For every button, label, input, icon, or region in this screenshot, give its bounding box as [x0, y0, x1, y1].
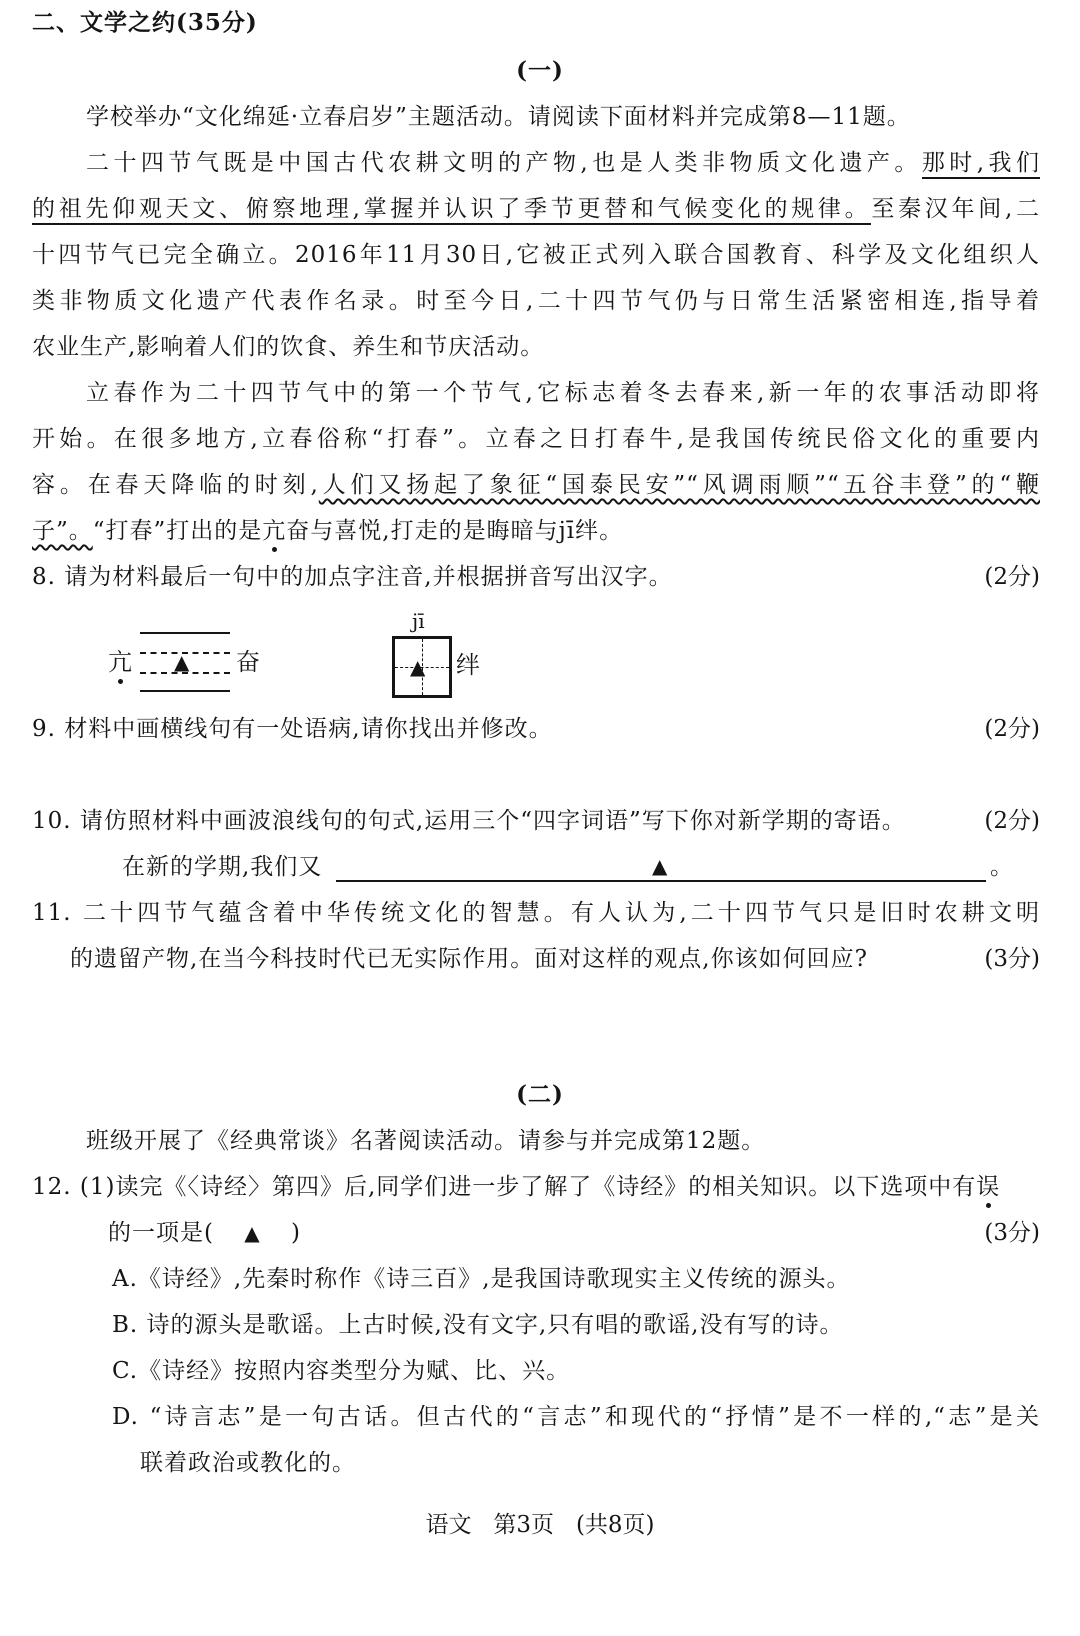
q8-char-ban: 绊 [456, 651, 480, 679]
dotted-character: 亢 [262, 518, 287, 544]
part-one-heading: (一) [516, 57, 564, 84]
page-footer: 语文 第3页 (共8页) [425, 1512, 655, 1538]
para2-line1: 立春作为二十四节气中的第一个节气,它标志着冬去春来,新一年的农事活动即将 [86, 380, 1040, 406]
question-11-score: (3分) [984, 946, 1040, 972]
answer-triangle-icon: ▲ [174, 650, 190, 674]
para1-line3: 十四节气已完全确立。2016年11月30日,它被正式列入联合国教育、科学及文化组织人 [32, 242, 1040, 268]
question-11-line2: 的遗留产物,在当今科技时代已无实际作用。面对这样的观点,你该如何回应? [70, 946, 868, 972]
answer-triangle-icon: ▲ [410, 655, 426, 679]
part-two-heading: (二) [516, 1081, 564, 1108]
section-title: 二、文学之约(35分) [32, 9, 258, 36]
question-12-text: 12. (1)读完《〈诗经〉第四》后,同学们进一步了解了《诗经》的相关知识。以下选项中有 [32, 1174, 977, 1200]
para2-line3 [32, 468, 1040, 502]
para2-text: 容。在春天降临的时刻, [32, 472, 319, 498]
q10-end-period: 。 [990, 854, 1014, 880]
part-one-intro: 学校举办“文化绵延·立春启岁”主题活动。请阅读下面材料并完成第8—11题。 [86, 104, 911, 130]
wavy-underlined-sentence-part1: 人们又扬起了象征“国泰民安”“风调雨顺”“五谷丰登”的“鞭 [318, 472, 1041, 498]
option-b[interactable]: B. 诗的源头是歌谣。上古时候,没有文字,只有唱的歌谣,没有写的诗。 [112, 1312, 844, 1338]
wavy-underlined-sentence-part2: 子”。 [32, 518, 93, 544]
question-12-text: 的一项是( [108, 1220, 214, 1246]
question-8: 8. 请为材料最后一句中的加点字注音,并根据拼音写出汉字。 [32, 564, 673, 590]
option-a[interactable]: A.《诗经》,先秦时称作《诗三百》,是我国诗歌现实主义传统的源头。 [112, 1266, 851, 1292]
question-11-line1: 11. 二十四节气蕴含着中华传统文化的智慧。有人认为,二十四节气只是旧时农耕文明 [32, 900, 1040, 926]
answer-triangle-icon: ▲ [652, 854, 668, 878]
dotted-character: 亢 [108, 648, 132, 676]
para1-text: 至秦汉年间,二 [871, 196, 1041, 222]
part-two-intro: 班级开展了《经典常谈》名著阅读活动。请参与并完成第12题。 [86, 1128, 766, 1154]
para1-text: 二十四节气既是中国古代农耕文明的产物,也是人类非物质文化遗产。 [86, 150, 922, 176]
q8-pinyin-ji: jī [412, 609, 425, 633]
para1-line4: 类非物质文化遗产代表作名录。时至今日,二十四节气仍与日常生活紧密相连,指导着 [32, 288, 1040, 314]
question-9: 9. 材料中画横线句有一处语病,请你找出并修改。 [32, 716, 553, 742]
para2-line2: 开始。在很多地方,立春俗称“打春”。立春之日打春牛,是我国传统民俗文化的重要内 [32, 426, 1040, 452]
question-12-line1 [32, 1170, 1000, 1204]
question-9-score: (2分) [984, 716, 1040, 742]
para1-line2 [32, 192, 1040, 226]
q8-char-kang [108, 645, 132, 679]
answer-triangle-icon: ▲ [244, 1221, 261, 1245]
q10-prompt: 在新的学期,我们又 [122, 854, 323, 880]
question-12-score: (3分) [984, 1220, 1040, 1246]
para1-line1 [86, 146, 1040, 180]
para1-line5: 农业生产,影响着人们的饮食、养生和节庆活动。 [32, 334, 545, 360]
question-10-score: (2分) [984, 808, 1040, 834]
option-d-line1[interactable]: D. “诗言志”是一句古话。但古代的“言志”和现代的“抒情”是不一样的,“志”是关 [112, 1404, 1040, 1430]
dotted-character: 误 [976, 1174, 1001, 1200]
question-8-score: (2分) [984, 564, 1040, 590]
para2-line4 [32, 514, 1040, 548]
q10-answer-line[interactable] [336, 880, 986, 882]
pinyin-line-top [140, 632, 230, 634]
para2-text: 奋与喜悦,打走的是晦暗与jī绊。 [286, 518, 624, 544]
option-d-line2[interactable]: 联着政治或教化的。 [140, 1450, 356, 1476]
q8-char-fen: 奋 [236, 648, 260, 676]
underlined-sentence-part2: 的祖先仰观天文、俯察地理,掌握并认识了季节更替和气候变化的规律。 [32, 196, 871, 225]
question-12-text: ) [291, 1220, 301, 1246]
question-12-line2 [108, 1216, 1040, 1250]
option-c[interactable]: C.《诗经》按照内容类型分为赋、比、兴。 [112, 1358, 571, 1384]
underlined-sentence-part1: 那时,我们 [922, 150, 1040, 179]
question-10: 10. 请仿照材料中画波浪线句的句式,运用三个“四字词语”写下你对新学期的寄语。 [32, 808, 906, 834]
para2-text: “打春”打出的是 [92, 518, 263, 544]
pinyin-line-bottom [140, 690, 230, 692]
